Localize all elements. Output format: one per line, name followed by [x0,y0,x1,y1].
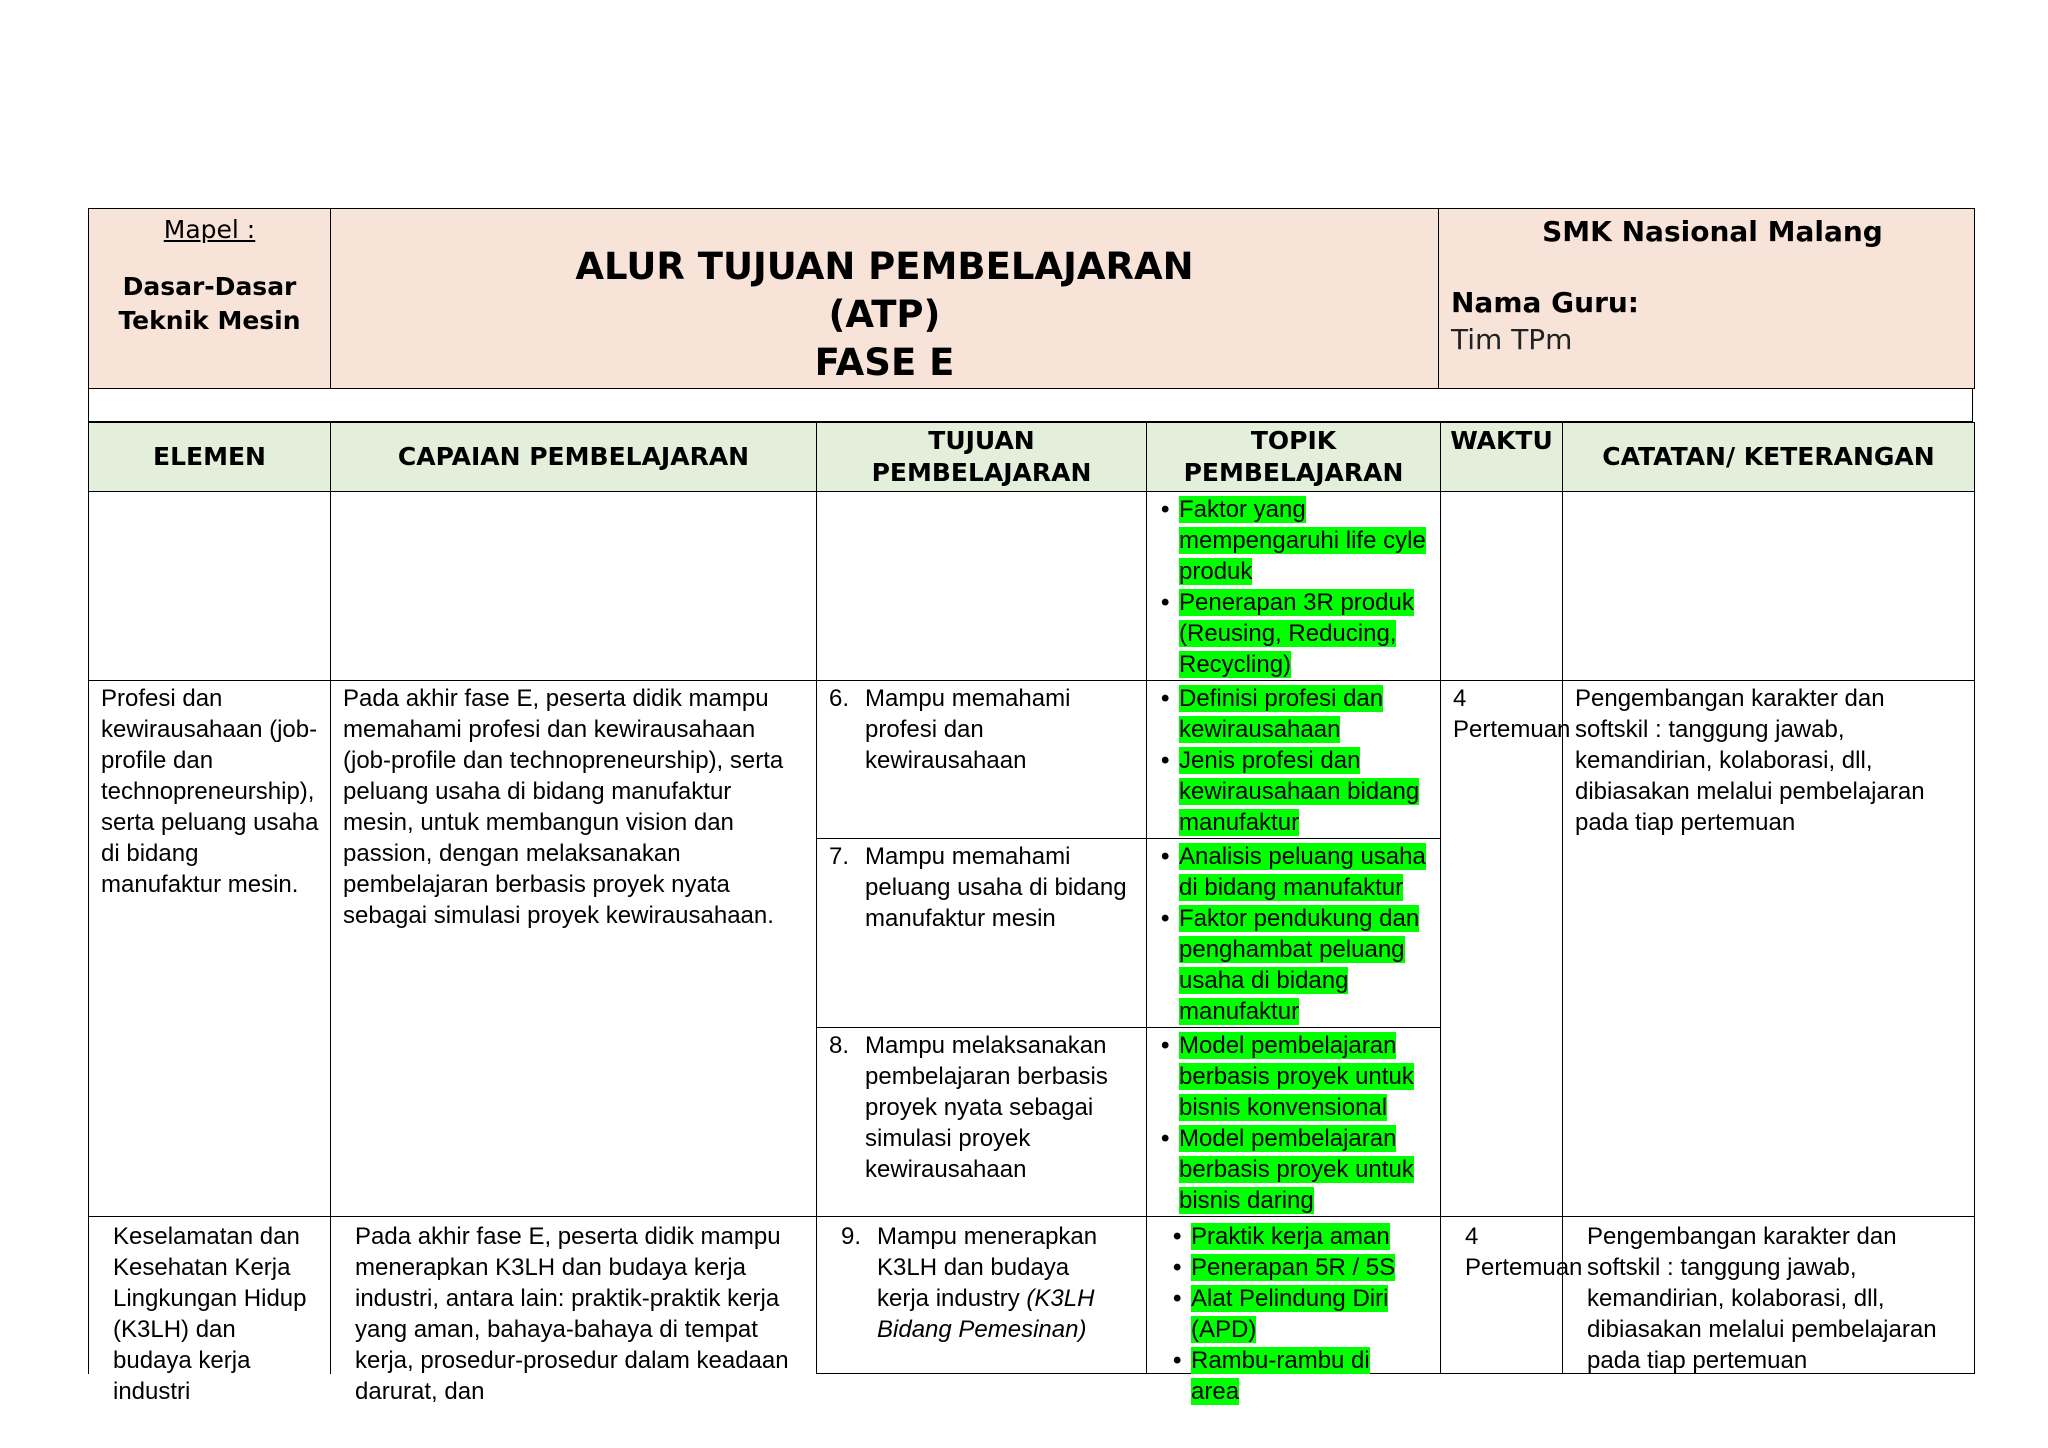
cell-tujuan: 6. Mampu memahami profesi dan kewirausahaan [817,681,1147,839]
cell-capaian: Pada akhir fase E, peserta didik mampu memahami profesi dan kewirausahaan (job-profile dan technopreneurship), serta peluang usaha di bidang manufaktur mesin, untuk membangun vision dan passion, dengan melaksanakan pembelajaran berbasis proyek nyata sebagai simulasi proyek kewirausahaan. [331,681,817,1217]
col-catatan: CATATAN/ KETERANGAN [1563,423,1975,492]
list-item: • Praktik kerja aman [1171,1221,1424,1252]
topik-list [1159,683,1434,838]
list-item: • Alat Pelindung Diri (APD) [1171,1283,1424,1345]
school-cell [1439,209,1975,389]
cell-topik [1147,681,1441,839]
cell-catatan: Pengembangan karakter dan softskil : tanggung jawab, kemandirian, kolaborasi, dll, dibiasakan melalui pembelajaran pada tiap pertemuan [1563,1217,1975,1374]
cell-topik [1147,839,1441,1028]
page-title: ALUR TUJUAN PEMBELAJARAN [575,245,1194,288]
topik-list [1159,1030,1434,1216]
table-row [89,681,1975,839]
col-elemen: ELEMEN [89,423,331,492]
list-item: • Analisis peluang usaha di bidang manufaktur [1159,841,1434,903]
cell-capaian: Pada akhir fase E, peserta didik mampu menerapkan K3LH dan budaya kerja industri, antara lain: praktik-praktik kerja yang aman, bahaya-bahaya di tempat kerja, prosedur-prosedur dalam keadaan darurat, dan [331,1217,817,1374]
table-row [89,492,1975,681]
header-table [88,208,1975,389]
list-item: • Rambu-rambu di area [1171,1345,1424,1407]
guru-name: Tim TPm [1451,323,1573,356]
list-item: • Definisi profesi dan kewirausahaan [1159,683,1434,745]
topik-list [1171,1221,1424,1407]
list-item: • Model pembelajaran berbasis proyek untuk bisnis daring [1159,1123,1434,1216]
cell-waktu: 4 Pertemuan [1441,681,1563,1217]
atp-table [88,422,1975,1405]
list-item: • Penerapan 5R / 5S [1171,1252,1424,1283]
page-title-atp: (ATP) [828,293,941,336]
table-row [89,1217,1975,1374]
title-cell [331,209,1439,389]
page-title-fase: FASE E [814,341,955,384]
atp-document [88,208,1974,1405]
cell-catatan [1563,492,1975,681]
mapel-subject-line2: Teknik Mesin [118,306,301,335]
cell-waktu [1441,492,1563,681]
mapel-subject [90,270,329,338]
mapel-cell [89,209,331,389]
list-item: • Penerapan 3R produk (Reusing, Reducing, Recycling) [1159,587,1434,680]
mapel-subject-line1: Dasar-Dasar [122,272,297,301]
col-capaian: CAPAIAN PEMBELAJARAN [331,423,817,492]
list-item: • Faktor pendukung dan penghambat peluang usaha di bidang manufaktur [1159,903,1434,1027]
cell-topik [1147,492,1441,681]
cell-tujuan: 8. Mampu melaksanakan pembelajaran berbasis proyek nyata sebagai simulasi proyek kewirausahaan [817,1028,1147,1217]
guru-label: Nama Guru: [1451,286,1640,319]
topik-list [1159,494,1434,680]
col-topik: TOPIK PEMBELAJARAN [1147,423,1441,492]
col-tujuan: TUJUAN PEMBELAJARAN [817,423,1147,492]
topik-list [1159,841,1434,1027]
cell-capaian [331,492,817,681]
list-item: • Model pembelajaran berbasis proyek untuk bisnis konvensional [1159,1030,1434,1123]
cell-elemen: Profesi dan kewirausahaan (job-profile dan technopreneurship), serta peluang usaha di bidang manufaktur mesin. [89,681,331,1217]
mapel-label: Mapel : [163,215,256,244]
cell-tujuan [817,492,1147,681]
cell-elemen: Keselamatan dan Kesehatan Kerja Lingkungan Hidup (K3LH) dan budaya kerja industri [89,1217,331,1374]
col-waktu: WAKTU [1441,423,1563,492]
cell-waktu: 4 Pertemuan [1441,1217,1563,1374]
header-spacer-row [88,389,1973,422]
cell-topik [1147,1217,1441,1405]
list-item: • Jenis profesi dan kewirausahaan bidang manufaktur [1159,745,1434,838]
school-name: SMK Nasional Malang [1542,215,1883,248]
cell-tujuan: 9. Mampu menerapkan K3LH dan budaya kerja industry (K3LH Bidang Pemesinan) [817,1217,1147,1374]
cell-elemen [89,492,331,681]
table-header-row [89,423,1975,492]
cell-topik [1147,1028,1441,1217]
cell-catatan: Pengembangan karakter dan softskil : tanggung jawab, kemandirian, kolaborasi, dll, dibiasakan melalui pembelajaran pada tiap pertemuan [1563,681,1975,1217]
list-item: • Faktor yang mempengaruhi life cyle produk [1159,494,1434,587]
cell-tujuan: 7. Mampu memahami peluang usaha di bidang manufaktur mesin [817,839,1147,1028]
